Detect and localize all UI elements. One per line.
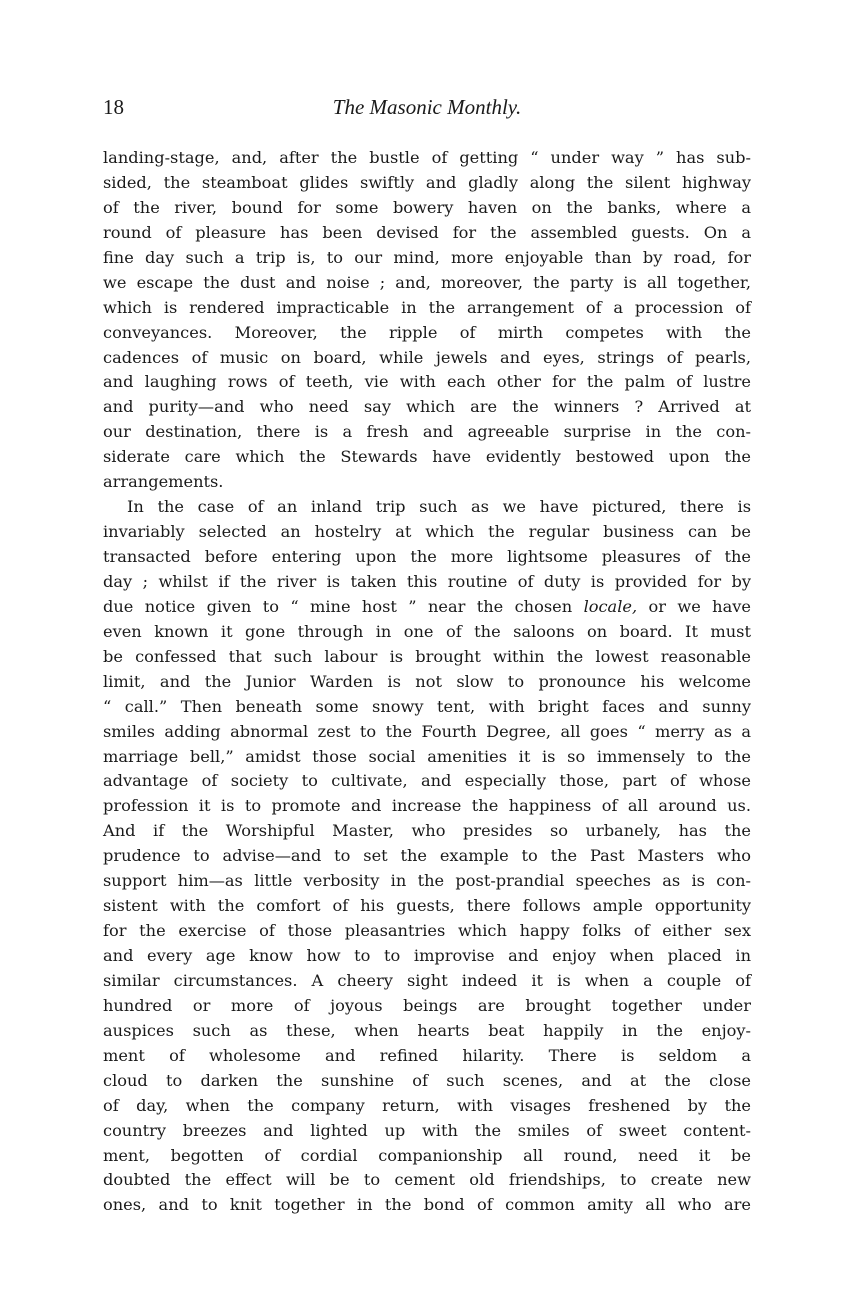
text-line: which is rendered impracticable in the arrangement of a procession of [103, 297, 751, 317]
text-line: profession it is to promote and increase the happiness of all around us. [103, 796, 751, 816]
running-header [103, 95, 751, 125]
text-line: arrangements. [103, 472, 224, 492]
text-line-with-italic [103, 595, 751, 620]
paragraph-1 [103, 146, 751, 495]
text-line: of day, when the company return, with visages freshened by the [103, 1095, 751, 1115]
text-segment: or we have [637, 596, 751, 616]
running-title: The Masonic Monthly. [332, 95, 522, 119]
page-number: 18 [103, 95, 124, 119]
text-line: advantage of society to cultivate, and especially those, part of whose [103, 771, 751, 791]
text-line: ones, and to knit together in the bond of common amity all who are [103, 1195, 751, 1215]
text-line: prudence to advise—and to set the example to the Past Masters who [103, 846, 751, 866]
paragraph-2 [103, 495, 751, 1218]
text-line: we escape the dust and noise ; and, moreover, the party is all together, [103, 272, 751, 292]
text-line: and purity—and who need say which are the winners ? Arrived at [103, 397, 751, 417]
body-text [103, 146, 751, 1218]
text-line: day ; whilst if the river is taken this routine of duty is provided for by [103, 571, 751, 591]
text-line: conveyances. Moreover, the ripple of mirth competes with the [103, 322, 751, 342]
text-line: doubted the effect will be to cement old friendships, to create new [103, 1170, 751, 1190]
text-line: sistent with the comfort of his guests, there follows ample opportunity [103, 896, 751, 916]
text-line: sided, the steamboat glides swiftly and gladly along the silent highway [103, 172, 751, 192]
text-line: auspices such as these, when hearts beat happily in the enjoy- [103, 1020, 751, 1040]
text-line: even known it gone through in one of the saloons on board. It must [103, 621, 751, 641]
italic-word: locale, [583, 596, 638, 616]
text-line: be confessed that such labour is brought within the lowest reasonable [103, 646, 751, 666]
text-line: of the river, bound for some bowery haven on the banks, where a [103, 197, 751, 217]
text-line: smiles adding abnormal zest to the Fourth Degree, all goes “ merry as a [103, 721, 751, 741]
text-line: invariably selected an hostelry at which the regular business can be [103, 522, 751, 542]
text-line: and laughing rows of teeth, vie with each other for the palm of lustre [103, 372, 751, 392]
text-segment: due notice given to “ mine host ” near the chosen [103, 596, 584, 616]
text-line: similar circumstances. A cheery sight indeed it is when a couple of [103, 970, 751, 990]
text-line: cloud to darken the sunshine of such scenes, and at the close [103, 1070, 751, 1090]
text-line: limit, and the Junior Warden is not slow to pronounce his welcome [103, 671, 751, 691]
text-line: marriage bell,” amidst those social amenities it is so immensely to the [103, 746, 751, 766]
text-line: ment of wholesome and refined hilarity. There is seldom a [103, 1045, 751, 1065]
text-line: our destination, there is a fresh and agreeable surprise in the con- [103, 422, 751, 442]
text-line: siderate care which the Stewards have evidently bestowed upon the [103, 447, 751, 467]
text-line: country breezes and lighted up with the smiles of sweet content- [103, 1120, 751, 1140]
text-line: cadences of music on board, while jewels and eyes, strings of pearls, [103, 347, 751, 367]
text-line: ment, begotten of cordial companionship all round, need it be [103, 1145, 751, 1165]
text-line: In the case of an inland trip such as we have pictured, there is [127, 497, 751, 517]
text-line: landing-stage, and, after the bustle of getting “ under way ” has sub- [103, 148, 751, 167]
text-line: And if the Worshipful Master, who presides so urbanely, has the [103, 821, 751, 841]
text-line: transacted before entering upon the more lightsome pleasures of the [103, 547, 751, 566]
text-line: for the exercise of those pleasantries which happy folks of either sex [103, 921, 751, 941]
text-line: fine day such a trip is, to our mind, more enjoyable than by road, for [103, 247, 751, 267]
text-line: round of pleasure has been devised for the assembled guests. On a [103, 222, 751, 242]
text-line: hundred or more of joyous beings are brought together under [103, 995, 751, 1015]
text-line: and every age know how to to improvise and enjoy when placed in [103, 946, 751, 965]
text-line: support him—as little verbosity in the post-prandial speeches as is con- [103, 871, 751, 891]
text-line: “ call.” Then beneath some snowy tent, with bright faces and sunny [103, 696, 751, 716]
